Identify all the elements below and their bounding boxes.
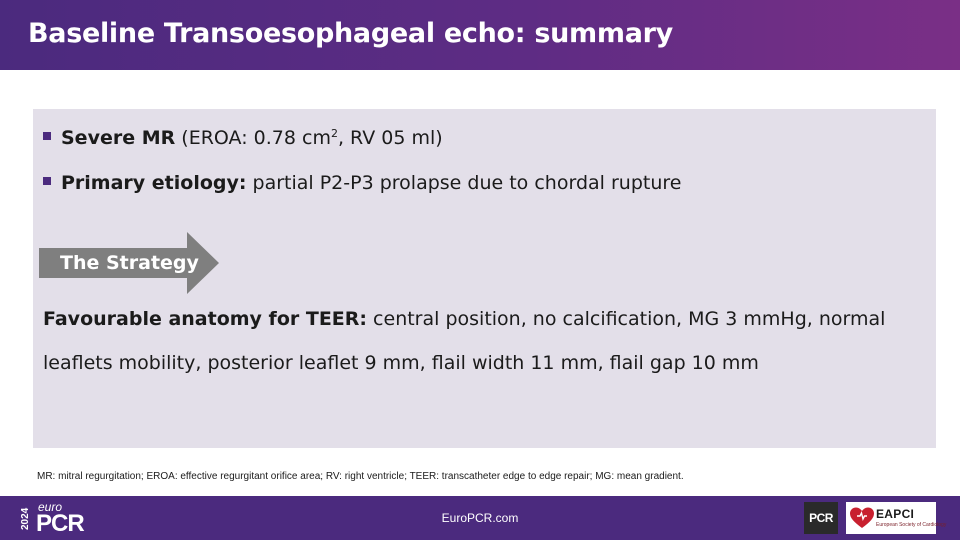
bullet-square-icon <box>43 177 51 185</box>
bullet2-text: partial P2-P3 prolapse due to chordal rupture <box>246 172 682 194</box>
eapci-subtitle: European Society of Cardiology <box>876 522 947 528</box>
slide-header <box>0 0 960 70</box>
slide-title: Baseline Transoesophageal echo: summary <box>28 18 673 49</box>
heart-icon <box>850 507 874 529</box>
eapci-name: EAPCI <box>876 507 915 521</box>
abbreviations-footnote: MR: mitral regurgitation; EROA: effective regurgitant orifice area; RV: right ventricle; TEER: transcatheter edge to edge repair; MG: mean gradient. <box>37 471 684 482</box>
bullet2-bold: Primary etiology: <box>61 172 247 194</box>
logo-year: 2024 <box>20 507 31 531</box>
logo-euro: euro <box>38 500 63 514</box>
strategy-arrow-label: The Strategy <box>60 252 199 274</box>
strategy-bold: Favourable anatomy for TEER: <box>43 308 368 330</box>
pcr-badge-logo: PCR <box>804 502 838 534</box>
bullet-severe-mr <box>43 127 443 149</box>
bullet1-bold: Severe MR <box>61 127 176 149</box>
eapci-logo <box>846 502 947 534</box>
strategy-text: central position, no calcification, MG 3 mmHg, normal leaflets mobility, posterior leaflet 9 mm, flail width 11 mm, flail gap 10 mm <box>43 308 886 374</box>
strategy-paragraph <box>43 297 923 385</box>
bullet1-text-b: , RV 05 ml) <box>337 127 443 149</box>
bullet1-text-a: (EROA: 0.78 cm <box>175 127 331 149</box>
website-link[interactable]: EuroPCR.com <box>441 511 519 525</box>
bullet1-superscript: 2 <box>330 127 338 140</box>
bullet-square-icon <box>43 132 51 140</box>
bullet-primary-etiology <box>43 172 681 194</box>
logo-pcr: PCR <box>36 510 84 537</box>
